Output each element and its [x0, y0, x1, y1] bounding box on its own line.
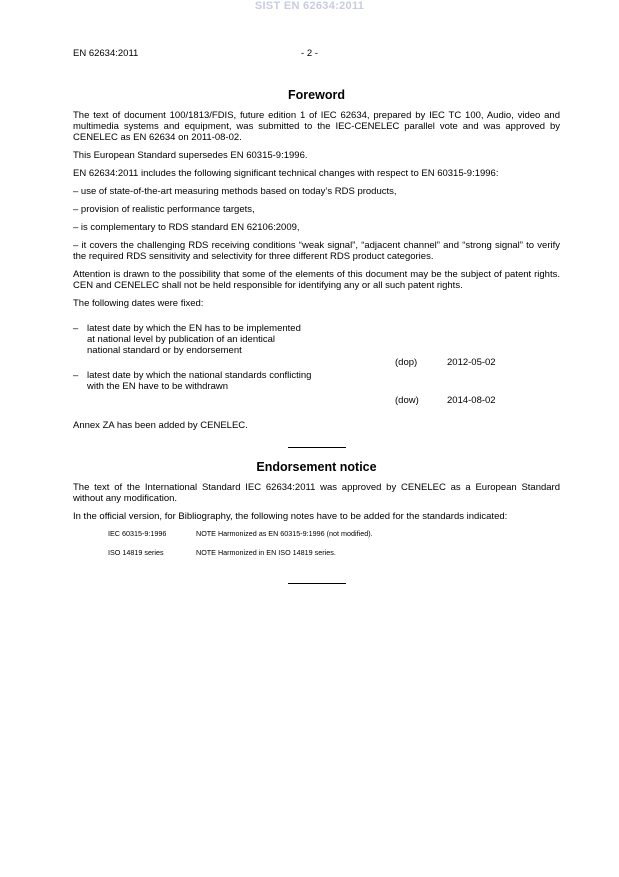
date-value: 2012-05-02 — [447, 357, 496, 368]
paragraph: In the official version, for Bibliography, the following notes have to be added for the standards indicated: — [73, 511, 508, 522]
list-item: – is complementary to RDS standard EN 62106:2009, — [73, 222, 300, 233]
note-text: NOTE Harmonized in EN ISO 14819 series. — [196, 548, 336, 557]
paragraph: Attention is drawn to the possibility that some of the elements of this document may be the subject of patent rights. CEN and CENELEC shall not be held responsible for identifying any or all such patent rights. — [73, 269, 560, 291]
bibliography-notes — [73, 529, 560, 567]
date-desc-line: national standard or by endorsement — [87, 345, 242, 356]
list-item: – it covers the challenging RDS receiving conditions “weak signal”, “adjacent channel” and “strong signal” to verify the required RDS sensitivity and selectivity for three different RDS product categories. — [73, 240, 560, 262]
watermark: SIST EN 62634:2011 — [254, 0, 365, 12]
note-row — [73, 529, 560, 548]
note-text: NOTE Harmonized as EN 60315-9:1996 (not modified). — [196, 529, 373, 538]
page-content — [73, 88, 560, 584]
paragraph: This European Standard supersedes EN 60315-9:1996. — [73, 150, 308, 161]
paragraph: EN 62634:2011 includes the following significant technical changes with respect to EN 60315-9:1996: — [73, 168, 499, 179]
endorsement-title: Endorsement notice — [256, 460, 377, 474]
note-standard: IEC 60315-9:1996 — [108, 529, 167, 538]
note-row — [73, 548, 560, 567]
date-desc-line: at national level by publication of an identical — [87, 334, 276, 345]
paragraph: The text of the International Standard IEC 62634:2011 was approved by CENELEC as a European Standard without any modification. — [73, 482, 560, 504]
paragraph: The following dates were fixed: — [73, 298, 204, 309]
date-desc-line: latest date by which the national standards conflicting — [87, 370, 312, 381]
date-abbreviation: (dop) — [395, 357, 418, 368]
date-item-dop — [73, 323, 560, 370]
paragraph: The text of document 100/1813/FDIS, future edition 1 of IEC 62634, prepared by IEC TC 100, Audio, video and multimedia systems and equipment, was submitted to the IEC-CENELEC parallel vote and was approved by CENELEC as EN 62634 on 2011-08-02. — [73, 110, 560, 143]
header-page-number: - 2 - — [301, 48, 318, 59]
annex-note: Annex ZA has been added by CENELEC. — [73, 420, 248, 431]
date-description — [87, 323, 377, 356]
end-divider — [288, 583, 346, 584]
date-abbreviation: (dow) — [395, 395, 419, 406]
date-description — [87, 370, 377, 392]
date-item-dow — [73, 370, 560, 408]
date-value: 2014-08-02 — [447, 395, 496, 406]
section-divider — [288, 447, 346, 448]
note-standard: ISO 14819 series — [108, 548, 164, 557]
dash: – — [73, 370, 79, 381]
header-doc-id: EN 62634:2011 — [73, 48, 139, 59]
list-item: – provision of realistic performance targets, — [73, 204, 255, 215]
foreword-title: Foreword — [288, 88, 345, 102]
dash: – — [73, 323, 79, 334]
list-item: – use of state-of-the-art measuring methods based on today’s RDS products, — [73, 186, 397, 197]
dates-list — [73, 323, 560, 408]
date-desc-line: with the EN have to be withdrawn — [87, 381, 228, 392]
date-desc-line: latest date by which the EN has to be implemented — [87, 323, 301, 334]
